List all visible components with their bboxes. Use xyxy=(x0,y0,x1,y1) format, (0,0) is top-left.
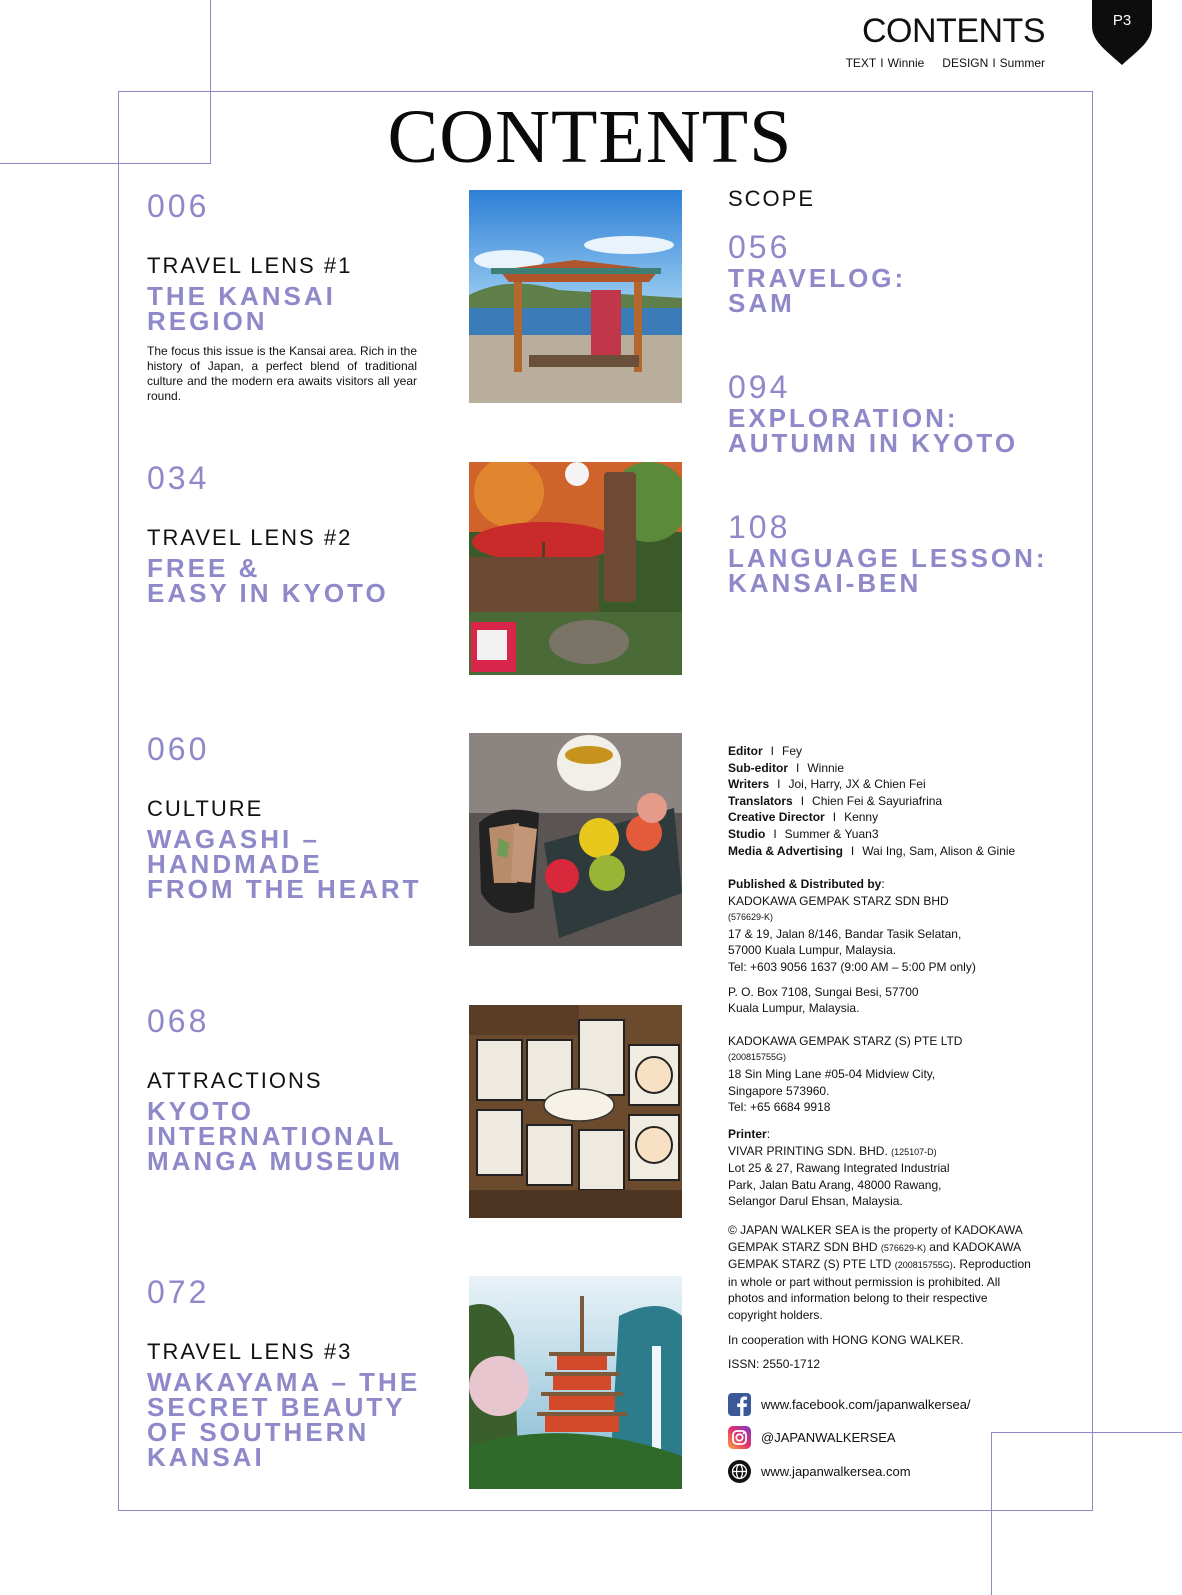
publisher-info: Published & Distributed by: KADOKAWA GEMPAK STARZ SDN BHD (576629-K) 17 & 19, Jalan 8/146, Bandar Tasik Selatan, 57000 Kuala Lumpur, Malaysia. Tel: +603 9056 1637 (9:00 AM – 5:00 PM only) P. O. Box 7108, Sungai Besi, 57700 Kuala Lumpur, Malaysia. KADOKAWA GEMPAK STARZ (S) PTE LTD (200815755G) 18 Sin Ming Lane #05-04 Midview City, Singapore 573960. Tel: +65 6684 9918 xyxy=(728,877,976,1115)
website-link[interactable] xyxy=(728,1460,911,1483)
entry-category: ATTRACTIONS xyxy=(147,1068,323,1093)
credit-row: Sub-editor I Winnie xyxy=(728,760,845,775)
facebook-link[interactable] xyxy=(728,1393,971,1416)
scope-entry-exploration[interactable] xyxy=(728,371,1058,456)
masthead-credits xyxy=(728,743,1068,859)
instagram-link[interactable] xyxy=(728,1426,896,1449)
entry-page-number: 006 xyxy=(147,188,210,224)
entry-title: EXPLORATION: AUTUMN IN KYOTO xyxy=(728,403,1019,458)
entry-title: LANGUAGE LESSON: KANSAI-BEN xyxy=(728,543,1048,598)
credit-row: Editor I Fey xyxy=(728,744,803,758)
text-label: TEXT xyxy=(845,56,877,70)
pin-icon xyxy=(1092,0,1152,66)
facebook-url: www.facebook.com/japanwalkersea/ xyxy=(761,1397,971,1412)
credit-row: Writers I Joi, Harry, JX & Chien Fei xyxy=(728,777,926,792)
photo-kyoto-teahouse xyxy=(469,462,682,675)
photo-pagoda-waterfall xyxy=(469,1276,682,1489)
entry-page-number: 056 xyxy=(728,229,791,265)
credit-row: Translators I Chien Fei & Sayuriafrina xyxy=(728,793,943,808)
entry-title: THE KANSAI REGION xyxy=(147,281,336,336)
credit-row: Media & Advertising I Wai Ing, Sam, Alison & Ginie xyxy=(728,843,1016,858)
credit-row: Creative Director I Kenny xyxy=(728,810,879,825)
credit-row: Studio I Summer & Yuan3 xyxy=(728,826,879,841)
facebook-icon xyxy=(728,1393,751,1416)
toc-entry-wagashi[interactable] xyxy=(147,733,427,902)
instagram-handle: @JAPANWALKERSEA xyxy=(761,1430,896,1445)
page-title: CONTENTS xyxy=(387,95,793,179)
entry-category: TRAVEL LENS #2 xyxy=(147,525,353,550)
toc-entry-manga-museum[interactable] xyxy=(147,1005,427,1174)
entry-page-number: 072 xyxy=(147,1274,210,1310)
entry-title: WAGASHI – HANDMADE FROM THE HEART xyxy=(147,824,422,904)
legal-notice: © JAPAN WALKER SEA is the property of KADOKAWA GEMPAK STARZ SDN BHD (576629-K) and KADOKAWA GEMPAK STARZ (S) PTE LTD (200815755G). Reproduction in whole or part without permission is prohibited. All photos and information belong to their respective copyright holders. In cooperation with HONG KONG WALKER. ISSN: 2550-1712 xyxy=(728,1223,1031,1372)
entry-category: TRAVEL LENS #1 xyxy=(147,253,353,278)
header-credits: TEXT I Winnie DESIGN I Summer xyxy=(845,56,1045,70)
entry-title: KYOTO INTERNATIONAL MANGA MUSEUM xyxy=(147,1096,404,1176)
entry-title: TRAVELOG: SAM xyxy=(728,263,907,318)
entry-page-number: 094 xyxy=(728,369,791,405)
entry-title: WAKAYAMA – THE SECRET BEAUTY OF SOUTHERN KANSAI xyxy=(147,1367,421,1472)
photo-manga-wall xyxy=(469,1005,682,1218)
design-label: DESIGN xyxy=(942,56,989,70)
scope-label: SCOPE xyxy=(728,186,816,211)
entry-page-number: 034 xyxy=(147,460,210,496)
header-title: CONTENTS xyxy=(862,12,1045,50)
scope-entry-travelog[interactable] xyxy=(728,231,1058,316)
text-name: Winnie xyxy=(887,56,925,70)
scope-entry-language[interactable] xyxy=(728,511,1058,596)
corner-line-horizontal-bottom xyxy=(991,1432,1182,1433)
entry-title: FREE & EASY IN KYOTO xyxy=(147,553,389,608)
entry-category: TRAVEL LENS #3 xyxy=(147,1339,353,1364)
toc-entry-wakayama[interactable] xyxy=(147,1276,447,1470)
scope-section xyxy=(728,188,1058,210)
entry-page-number: 108 xyxy=(728,509,791,545)
printer-info: Printer: VIVAR PRINTING SDN. BHD. (125107-D) Lot 25 & 27, Rawang Integrated Industrial Park, Jalan Batu Arang, 48000 Rawang, Selangor Darul Ehsan, Malaysia. xyxy=(728,1127,950,1209)
entry-page-number: 060 xyxy=(147,731,210,767)
entry-page-number: 068 xyxy=(147,1003,210,1039)
design-name: Summer xyxy=(999,56,1045,70)
corner-line-vertical-bottom xyxy=(991,1432,992,1595)
toc-entry-kansai-region[interactable] xyxy=(147,190,427,404)
page-number-badge xyxy=(1092,0,1152,66)
instagram-icon xyxy=(728,1426,751,1449)
globe-icon xyxy=(728,1460,751,1483)
toc-entry-free-easy-kyoto[interactable] xyxy=(147,462,427,606)
entry-description: The focus this issue is the Kansai area. Rich in the history of Japan, a perfect blend of traditional culture and the modern era awaits visitors all year round. xyxy=(147,344,417,403)
website-url: www.japanwalkersea.com xyxy=(761,1464,911,1479)
photo-wagashi-sweets xyxy=(469,733,682,946)
page-number: P3 xyxy=(1112,12,1132,29)
entry-category: CULTURE xyxy=(147,796,264,821)
photo-pavilion-by-sea xyxy=(469,190,682,403)
